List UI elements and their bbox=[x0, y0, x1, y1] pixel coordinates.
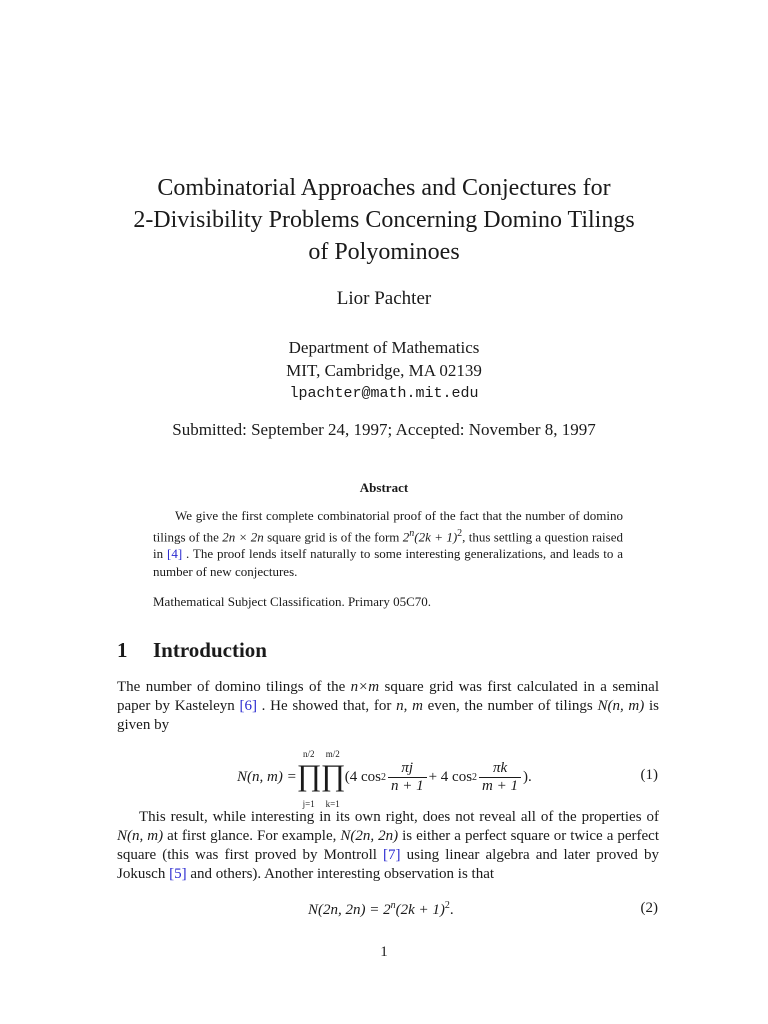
submission-dates: Submitted: September 24, 1997; Accepted: November 8, 1997 bbox=[172, 420, 596, 439]
citation-link-7[interactable]: [7] bbox=[383, 847, 401, 863]
citation-link-4[interactable]: [4] bbox=[166, 546, 183, 562]
institution: MIT, Cambridge, MA 02139 bbox=[286, 361, 482, 380]
paper-title bbox=[0, 172, 768, 268]
equation-2-number: (2) bbox=[640, 900, 658, 916]
department: Department of Mathematics bbox=[288, 338, 480, 357]
paragraph-2: This result, while interesting in its own right, does not reveal all of the properties of N(n, m) at first glance. For example, N(2n, 2n) is either a perfect square or twice a perfect square (this was first proved by Montroll [7] using linear algebra and later proved by Jokusch [5] and others). Another interesting observation is that bbox=[117, 809, 660, 882]
author-name: Lior Pachter bbox=[336, 288, 432, 309]
equation-1: N(n, m) = n/2 ∏ j=1 m/2 ∏ k=1 (4 cos 2 $\frac{\pi j}{n + 1}$ + 4 cos 2 $\frac{\pi k}{m + 1}$ ). bbox=[237, 749, 532, 809]
abstract-heading: Abstract bbox=[359, 480, 409, 495]
product-operator-k: m/2 ∏ k=1 bbox=[320, 749, 346, 809]
title-line-3: of Polyominoes bbox=[308, 239, 460, 265]
equation-2: N(2n, $2n) = 2^n(2k + 1)^2$. bbox=[308, 900, 454, 918]
affiliation bbox=[0, 336, 768, 405]
section-number: 1 bbox=[117, 638, 128, 662]
citation-link-5[interactable]: [5] bbox=[169, 866, 187, 882]
citation-link-6[interactable]: [6] bbox=[239, 698, 257, 714]
email: lpachter@math.mit.edu bbox=[289, 385, 479, 402]
fraction-pi-k: $\frac{\pi k}{m + 1}$ bbox=[479, 760, 521, 795]
paragraph-1: The number of domino tilings of the n×m square grid was first calculated in a seminal paper by Kasteleyn [6] . He showed that, for n, m even, the number of tilings N(n, m) is given by bbox=[117, 679, 659, 733]
fraction-pi-j: $\frac{\pi j}{n + 1}$ bbox=[388, 760, 427, 795]
subject-classification: Mathematical Subject Classification. Primary 05C70. bbox=[153, 594, 432, 609]
page-number: 1 bbox=[380, 944, 388, 960]
title-line-2: 2-Divisibility Problems Concerning Domino Tilings bbox=[133, 207, 635, 233]
section-heading bbox=[117, 638, 267, 663]
section-title: Introduction bbox=[153, 638, 267, 662]
abstract-body: We give the first complete combinatorial proof of the fact that the number of domino tilings of the 2n × 2n square grid is of the form $2^n(2k + 1)^2$, thus settling a question raised in [4] . The proof lends itself naturally to some interesting generalizations, and leads to a number of new conjectures. bbox=[153, 508, 623, 579]
title-line-1: Combinatorial Approaches and Conjectures for bbox=[157, 175, 611, 201]
product-operator-j: n/2 ∏ j=1 bbox=[296, 749, 322, 809]
equation-1-number: (1) bbox=[640, 767, 658, 783]
